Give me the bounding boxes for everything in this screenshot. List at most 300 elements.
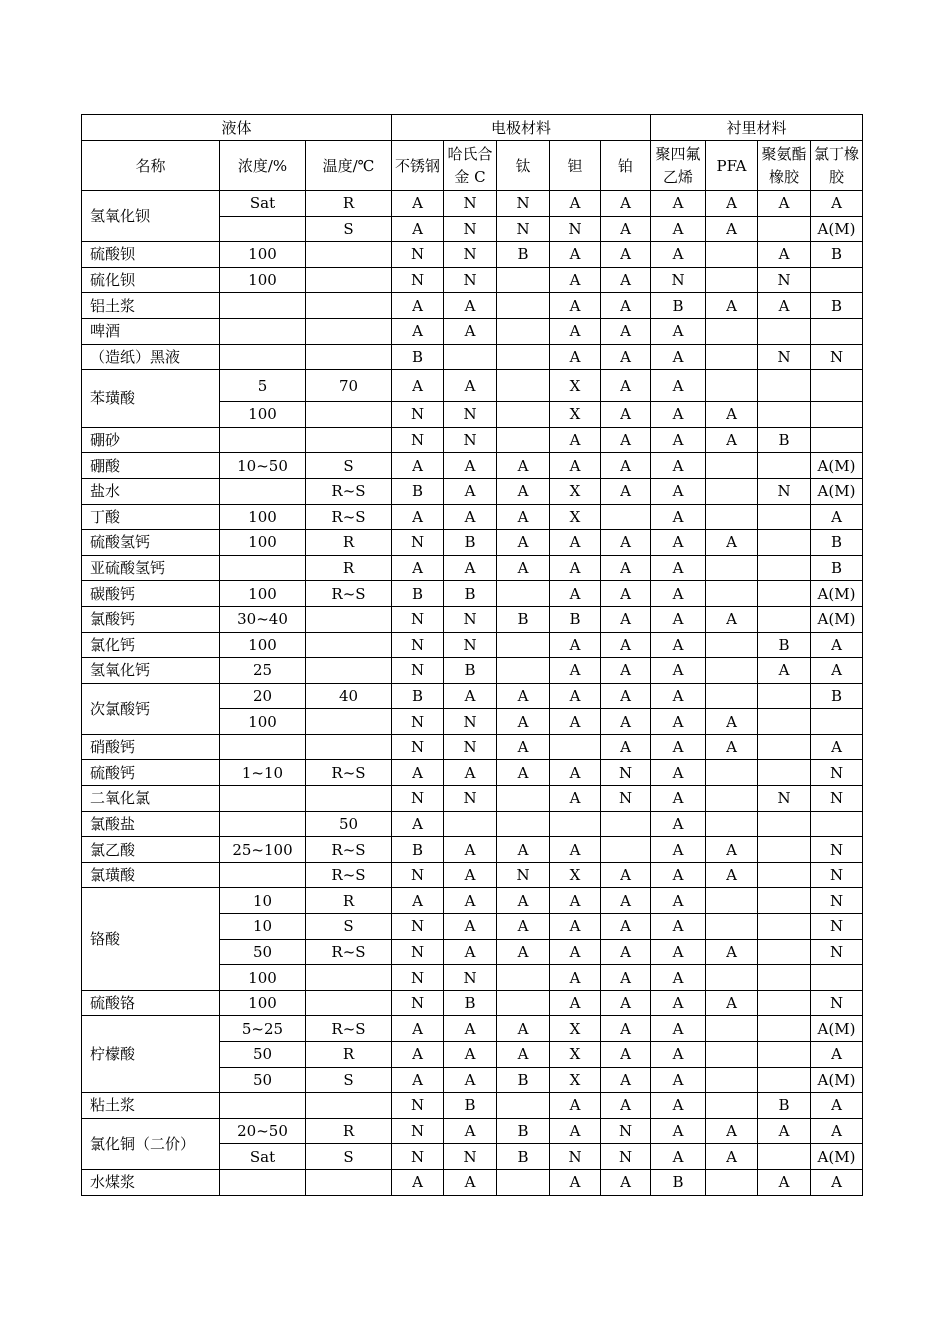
platinum-cell: A bbox=[601, 267, 651, 293]
stainless-steel-cell: N bbox=[392, 242, 444, 268]
concentration-cell: 100 bbox=[220, 530, 306, 556]
platinum-cell: A bbox=[601, 581, 651, 607]
ptfe-cell: A bbox=[651, 530, 706, 556]
hastelloy-cell: A bbox=[444, 914, 497, 940]
pfa-cell: A bbox=[706, 990, 758, 1016]
header-lining: 衬里材料 bbox=[651, 115, 863, 141]
neoprene-cell bbox=[811, 370, 863, 402]
platinum-cell: A bbox=[601, 1093, 651, 1119]
platinum-cell: A bbox=[601, 1042, 651, 1068]
titanium-cell: B bbox=[497, 606, 550, 632]
neoprene-cell bbox=[811, 965, 863, 991]
liquid-name-cell: 次氯酸钙 bbox=[82, 683, 220, 734]
temperature-cell bbox=[306, 632, 392, 658]
polyurethane-cell: A bbox=[758, 242, 811, 268]
stainless-steel-cell: A bbox=[392, 760, 444, 786]
polyurethane-cell bbox=[758, 709, 811, 735]
hastelloy-cell: A bbox=[444, 683, 497, 709]
polyurethane-cell bbox=[758, 1042, 811, 1068]
pfa-cell bbox=[706, 632, 758, 658]
table-row bbox=[82, 504, 863, 530]
pfa-cell bbox=[706, 965, 758, 991]
liquid-name-cell: 铝土浆 bbox=[82, 293, 220, 319]
hastelloy-cell: A bbox=[444, 555, 497, 581]
hastelloy-cell: A bbox=[444, 478, 497, 504]
pfa-cell: A bbox=[706, 734, 758, 760]
temperature-cell bbox=[306, 1169, 392, 1195]
tantalum-cell bbox=[550, 734, 601, 760]
table-row bbox=[82, 990, 863, 1016]
stainless-steel-cell: B bbox=[392, 478, 444, 504]
ptfe-cell: A bbox=[651, 811, 706, 837]
hastelloy-cell: N bbox=[444, 734, 497, 760]
neoprene-cell: A bbox=[811, 1169, 863, 1195]
tantalum-cell: A bbox=[550, 1093, 601, 1119]
header-stainless-steel: 不锈钢 bbox=[392, 141, 444, 191]
pfa-cell: A bbox=[706, 293, 758, 319]
platinum-cell: N bbox=[601, 760, 651, 786]
liquid-name-cell: 硫化钡 bbox=[82, 267, 220, 293]
ptfe-cell: A bbox=[651, 760, 706, 786]
tantalum-cell: A bbox=[550, 709, 601, 735]
pfa-cell bbox=[706, 242, 758, 268]
hastelloy-cell: N bbox=[444, 709, 497, 735]
table-row bbox=[82, 581, 863, 607]
neoprene-cell: A(M) bbox=[811, 1016, 863, 1042]
pfa-cell bbox=[706, 888, 758, 914]
temperature-cell bbox=[306, 990, 392, 1016]
concentration-cell bbox=[220, 427, 306, 453]
header-temperature: 温度/℃ bbox=[306, 141, 392, 191]
temperature-cell bbox=[306, 402, 392, 428]
tantalum-cell: A bbox=[550, 786, 601, 812]
temperature-cell bbox=[306, 658, 392, 684]
hastelloy-cell: A bbox=[444, 1042, 497, 1068]
ptfe-cell: N bbox=[651, 267, 706, 293]
titanium-cell bbox=[497, 427, 550, 453]
hastelloy-cell: A bbox=[444, 1067, 497, 1093]
hastelloy-cell: N bbox=[444, 242, 497, 268]
tantalum-cell: A bbox=[550, 683, 601, 709]
ptfe-cell: A bbox=[651, 318, 706, 344]
stainless-steel-cell: A bbox=[392, 555, 444, 581]
table-row bbox=[82, 555, 863, 581]
hastelloy-cell bbox=[444, 344, 497, 370]
polyurethane-cell bbox=[758, 370, 811, 402]
platinum-cell: A bbox=[601, 402, 651, 428]
liquid-name-cell: 硝酸钙 bbox=[82, 734, 220, 760]
ptfe-cell: A bbox=[651, 555, 706, 581]
ptfe-cell: A bbox=[651, 862, 706, 888]
temperature-cell: R~S bbox=[306, 504, 392, 530]
pfa-cell bbox=[706, 318, 758, 344]
platinum-cell: A bbox=[601, 344, 651, 370]
polyurethane-cell: A bbox=[758, 191, 811, 217]
tantalum-cell: X bbox=[550, 504, 601, 530]
stainless-steel-cell: N bbox=[392, 990, 444, 1016]
polyurethane-cell: B bbox=[758, 427, 811, 453]
titanium-cell: A bbox=[497, 504, 550, 530]
liquid-name-cell: 硫酸氢钙 bbox=[82, 530, 220, 556]
stainless-steel-cell: A bbox=[392, 504, 444, 530]
temperature-cell bbox=[306, 1093, 392, 1119]
stainless-steel-cell: N bbox=[392, 606, 444, 632]
titanium-cell: A bbox=[497, 1016, 550, 1042]
liquid-name-cell: 水煤浆 bbox=[82, 1169, 220, 1195]
concentration-cell bbox=[220, 786, 306, 812]
concentration-cell: 10~50 bbox=[220, 453, 306, 479]
polyurethane-cell: B bbox=[758, 1093, 811, 1119]
pfa-cell bbox=[706, 555, 758, 581]
liquid-name-cell: 硼酸 bbox=[82, 453, 220, 479]
concentration-cell: 100 bbox=[220, 990, 306, 1016]
neoprene-cell: A bbox=[811, 1042, 863, 1068]
titanium-cell: A bbox=[497, 478, 550, 504]
titanium-cell: B bbox=[497, 1067, 550, 1093]
stainless-steel-cell: A bbox=[392, 293, 444, 319]
table-row bbox=[82, 786, 863, 812]
neoprene-cell: A(M) bbox=[811, 216, 863, 242]
stainless-steel-cell: A bbox=[392, 888, 444, 914]
titanium-cell bbox=[497, 267, 550, 293]
tantalum-cell: A bbox=[550, 1118, 601, 1144]
stainless-steel-cell: B bbox=[392, 581, 444, 607]
concentration-cell bbox=[220, 862, 306, 888]
ptfe-cell: A bbox=[651, 709, 706, 735]
stainless-steel-cell: A bbox=[392, 318, 444, 344]
polyurethane-cell bbox=[758, 318, 811, 344]
table-row bbox=[82, 888, 863, 914]
neoprene-cell: A bbox=[811, 1093, 863, 1119]
header-tantalum: 钽 bbox=[550, 141, 601, 191]
table-row bbox=[82, 606, 863, 632]
temperature-cell: R~S bbox=[306, 581, 392, 607]
titanium-cell: A bbox=[497, 760, 550, 786]
polyurethane-cell: B bbox=[758, 632, 811, 658]
concentration-cell: 25 bbox=[220, 658, 306, 684]
tantalum-cell: N bbox=[550, 216, 601, 242]
hastelloy-cell: A bbox=[444, 318, 497, 344]
titanium-cell bbox=[497, 632, 550, 658]
stainless-steel-cell: B bbox=[392, 683, 444, 709]
header-neoprene-rubber: 氯丁橡胶 bbox=[811, 141, 863, 191]
titanium-cell: B bbox=[497, 1144, 550, 1170]
concentration-cell: 50 bbox=[220, 1067, 306, 1093]
compatibility-table bbox=[81, 114, 863, 1196]
tantalum-cell: A bbox=[550, 344, 601, 370]
hastelloy-cell: A bbox=[444, 939, 497, 965]
liquid-name-cell: （造纸）黑液 bbox=[82, 344, 220, 370]
tantalum-cell: A bbox=[550, 453, 601, 479]
ptfe-cell: A bbox=[651, 402, 706, 428]
concentration-cell: 100 bbox=[220, 402, 306, 428]
tantalum-cell: B bbox=[550, 606, 601, 632]
concentration-cell: 1~10 bbox=[220, 760, 306, 786]
ptfe-cell: A bbox=[651, 1144, 706, 1170]
hastelloy-cell: N bbox=[444, 267, 497, 293]
neoprene-cell: N bbox=[811, 862, 863, 888]
polyurethane-cell bbox=[758, 888, 811, 914]
hastelloy-cell: N bbox=[444, 427, 497, 453]
table-row bbox=[82, 478, 863, 504]
tantalum-cell: X bbox=[550, 478, 601, 504]
platinum-cell: A bbox=[601, 293, 651, 319]
concentration-cell: 5 bbox=[220, 370, 306, 402]
platinum-cell: A bbox=[601, 939, 651, 965]
temperature-cell bbox=[306, 242, 392, 268]
stainless-steel-cell: N bbox=[392, 1118, 444, 1144]
liquid-name-cell: 氯乙酸 bbox=[82, 837, 220, 863]
concentration-cell: 25~100 bbox=[220, 837, 306, 863]
liquid-name-cell: 氯璜酸 bbox=[82, 862, 220, 888]
titanium-cell: B bbox=[497, 242, 550, 268]
polyurethane-cell bbox=[758, 402, 811, 428]
concentration-cell: 100 bbox=[220, 242, 306, 268]
ptfe-cell: A bbox=[651, 453, 706, 479]
ptfe-cell: A bbox=[651, 427, 706, 453]
tantalum-cell: A bbox=[550, 242, 601, 268]
neoprene-cell: B bbox=[811, 242, 863, 268]
ptfe-cell: A bbox=[651, 734, 706, 760]
polyurethane-cell bbox=[758, 504, 811, 530]
stainless-steel-cell: N bbox=[392, 267, 444, 293]
header-polyurethane-rubber: 聚氨酯橡胶 bbox=[758, 141, 811, 191]
pfa-cell bbox=[706, 453, 758, 479]
titanium-cell: N bbox=[497, 862, 550, 888]
polyurethane-cell: N bbox=[758, 478, 811, 504]
platinum-cell: A bbox=[601, 427, 651, 453]
neoprene-cell: B bbox=[811, 293, 863, 319]
polyurethane-cell: N bbox=[758, 267, 811, 293]
pfa-cell: A bbox=[706, 862, 758, 888]
hastelloy-cell: B bbox=[444, 990, 497, 1016]
ptfe-cell: A bbox=[651, 965, 706, 991]
neoprene-cell: A bbox=[811, 1118, 863, 1144]
table-row bbox=[82, 370, 863, 402]
platinum-cell bbox=[601, 837, 651, 863]
neoprene-cell: A(M) bbox=[811, 581, 863, 607]
titanium-cell bbox=[497, 370, 550, 402]
concentration-cell: 50 bbox=[220, 1042, 306, 1068]
pfa-cell bbox=[706, 504, 758, 530]
concentration-cell: 10 bbox=[220, 914, 306, 940]
stainless-steel-cell: A bbox=[392, 216, 444, 242]
concentration-cell: 100 bbox=[220, 965, 306, 991]
hastelloy-cell: N bbox=[444, 606, 497, 632]
temperature-cell: R~S bbox=[306, 837, 392, 863]
hastelloy-cell: B bbox=[444, 530, 497, 556]
concentration-cell: Sat bbox=[220, 1144, 306, 1170]
stainless-steel-cell: N bbox=[392, 658, 444, 684]
platinum-cell: A bbox=[601, 242, 651, 268]
neoprene-cell: A(M) bbox=[811, 478, 863, 504]
titanium-cell bbox=[497, 990, 550, 1016]
temperature-cell bbox=[306, 267, 392, 293]
liquid-name-cell: 氯酸钙 bbox=[82, 606, 220, 632]
pfa-cell bbox=[706, 683, 758, 709]
header-ptfe: 聚四氟乙烯 bbox=[651, 141, 706, 191]
ptfe-cell: A bbox=[651, 370, 706, 402]
neoprene-cell: A bbox=[811, 632, 863, 658]
polyurethane-cell: N bbox=[758, 344, 811, 370]
polyurethane-cell bbox=[758, 990, 811, 1016]
ptfe-cell: B bbox=[651, 293, 706, 319]
polyurethane-cell bbox=[758, 862, 811, 888]
neoprene-cell: B bbox=[811, 683, 863, 709]
liquid-name-cell: 硫酸铬 bbox=[82, 990, 220, 1016]
polyurethane-cell bbox=[758, 581, 811, 607]
polyurethane-cell bbox=[758, 760, 811, 786]
ptfe-cell: A bbox=[651, 581, 706, 607]
table-row bbox=[82, 1093, 863, 1119]
tantalum-cell: A bbox=[550, 939, 601, 965]
neoprene-cell bbox=[811, 709, 863, 735]
temperature-cell bbox=[306, 734, 392, 760]
pfa-cell bbox=[706, 581, 758, 607]
temperature-cell bbox=[306, 709, 392, 735]
neoprene-cell bbox=[811, 811, 863, 837]
neoprene-cell: N bbox=[811, 888, 863, 914]
stainless-steel-cell: N bbox=[392, 530, 444, 556]
stainless-steel-cell: N bbox=[392, 786, 444, 812]
titanium-cell: B bbox=[497, 1118, 550, 1144]
pfa-cell bbox=[706, 1169, 758, 1195]
temperature-cell bbox=[306, 786, 392, 812]
concentration-cell bbox=[220, 318, 306, 344]
table-row bbox=[82, 734, 863, 760]
titanium-cell bbox=[497, 318, 550, 344]
neoprene-cell: B bbox=[811, 530, 863, 556]
ptfe-cell: A bbox=[651, 478, 706, 504]
temperature-cell: R bbox=[306, 530, 392, 556]
temperature-cell bbox=[306, 318, 392, 344]
table-row bbox=[82, 267, 863, 293]
stainless-steel-cell: N bbox=[392, 939, 444, 965]
ptfe-cell: B bbox=[651, 1169, 706, 1195]
titanium-cell: A bbox=[497, 914, 550, 940]
liquid-name-cell: 硫酸钡 bbox=[82, 242, 220, 268]
table-row bbox=[82, 318, 863, 344]
concentration-cell bbox=[220, 344, 306, 370]
header-column-row bbox=[82, 141, 863, 191]
neoprene-cell: A(M) bbox=[811, 1067, 863, 1093]
ptfe-cell: A bbox=[651, 216, 706, 242]
tantalum-cell: A bbox=[550, 632, 601, 658]
hastelloy-cell: A bbox=[444, 760, 497, 786]
temperature-cell: S bbox=[306, 914, 392, 940]
liquid-name-cell: 碳酸钙 bbox=[82, 581, 220, 607]
ptfe-cell: A bbox=[651, 786, 706, 812]
header-hastelloy-c: 哈氏合金 C bbox=[444, 141, 497, 191]
neoprene-cell: A(M) bbox=[811, 453, 863, 479]
table-row bbox=[82, 453, 863, 479]
polyurethane-cell bbox=[758, 811, 811, 837]
platinum-cell: A bbox=[601, 1016, 651, 1042]
hastelloy-cell: A bbox=[444, 453, 497, 479]
concentration-cell bbox=[220, 555, 306, 581]
platinum-cell: A bbox=[601, 734, 651, 760]
titanium-cell: A bbox=[497, 530, 550, 556]
pfa-cell: A bbox=[706, 216, 758, 242]
concentration-cell: 100 bbox=[220, 632, 306, 658]
concentration-cell: 20~50 bbox=[220, 1118, 306, 1144]
stainless-steel-cell: N bbox=[392, 965, 444, 991]
pfa-cell bbox=[706, 267, 758, 293]
polyurethane-cell bbox=[758, 965, 811, 991]
hastelloy-cell: A bbox=[444, 888, 497, 914]
neoprene-cell bbox=[811, 402, 863, 428]
header-group-row bbox=[82, 115, 863, 141]
neoprene-cell: N bbox=[811, 786, 863, 812]
temperature-cell bbox=[306, 606, 392, 632]
temperature-cell bbox=[306, 344, 392, 370]
stainless-steel-cell: N bbox=[392, 914, 444, 940]
table-row bbox=[82, 760, 863, 786]
ptfe-cell: A bbox=[651, 344, 706, 370]
hastelloy-cell: N bbox=[444, 786, 497, 812]
concentration-cell bbox=[220, 1093, 306, 1119]
platinum-cell: A bbox=[601, 318, 651, 344]
tantalum-cell: X bbox=[550, 402, 601, 428]
polyurethane-cell: N bbox=[758, 786, 811, 812]
ptfe-cell: A bbox=[651, 504, 706, 530]
temperature-cell: R bbox=[306, 1042, 392, 1068]
platinum-cell: A bbox=[601, 683, 651, 709]
ptfe-cell: A bbox=[651, 1093, 706, 1119]
temperature-cell: R~S bbox=[306, 478, 392, 504]
tantalum-cell: A bbox=[550, 555, 601, 581]
tantalum-cell: A bbox=[550, 888, 601, 914]
tantalum-cell: X bbox=[550, 1016, 601, 1042]
titanium-cell bbox=[497, 402, 550, 428]
tantalum-cell: A bbox=[550, 267, 601, 293]
tantalum-cell: A bbox=[550, 990, 601, 1016]
header-liquid: 液体 bbox=[82, 115, 392, 141]
temperature-cell: S bbox=[306, 1144, 392, 1170]
neoprene-cell bbox=[811, 267, 863, 293]
concentration-cell bbox=[220, 293, 306, 319]
stainless-steel-cell: N bbox=[392, 734, 444, 760]
header-electrode: 电极材料 bbox=[392, 115, 651, 141]
neoprene-cell: A bbox=[811, 734, 863, 760]
hastelloy-cell: B bbox=[444, 1093, 497, 1119]
pfa-cell: A bbox=[706, 939, 758, 965]
liquid-name-cell: 氯化铜（二价） bbox=[82, 1118, 220, 1169]
pfa-cell bbox=[706, 1016, 758, 1042]
hastelloy-cell: N bbox=[444, 1144, 497, 1170]
tantalum-cell: A bbox=[550, 318, 601, 344]
temperature-cell: R bbox=[306, 555, 392, 581]
stainless-steel-cell: N bbox=[392, 402, 444, 428]
titanium-cell: A bbox=[497, 888, 550, 914]
hastelloy-cell: A bbox=[444, 504, 497, 530]
liquid-name-cell: 啤酒 bbox=[82, 318, 220, 344]
platinum-cell: N bbox=[601, 1118, 651, 1144]
neoprene-cell: N bbox=[811, 939, 863, 965]
table-row bbox=[82, 683, 863, 709]
temperature-cell: 50 bbox=[306, 811, 392, 837]
platinum-cell: A bbox=[601, 965, 651, 991]
pfa-cell: A bbox=[706, 1144, 758, 1170]
titanium-cell: A bbox=[497, 555, 550, 581]
concentration-cell bbox=[220, 216, 306, 242]
hastelloy-cell: N bbox=[444, 965, 497, 991]
hastelloy-cell: A bbox=[444, 370, 497, 402]
platinum-cell: A bbox=[601, 862, 651, 888]
table-row bbox=[82, 427, 863, 453]
ptfe-cell: A bbox=[651, 606, 706, 632]
platinum-cell: A bbox=[601, 216, 651, 242]
